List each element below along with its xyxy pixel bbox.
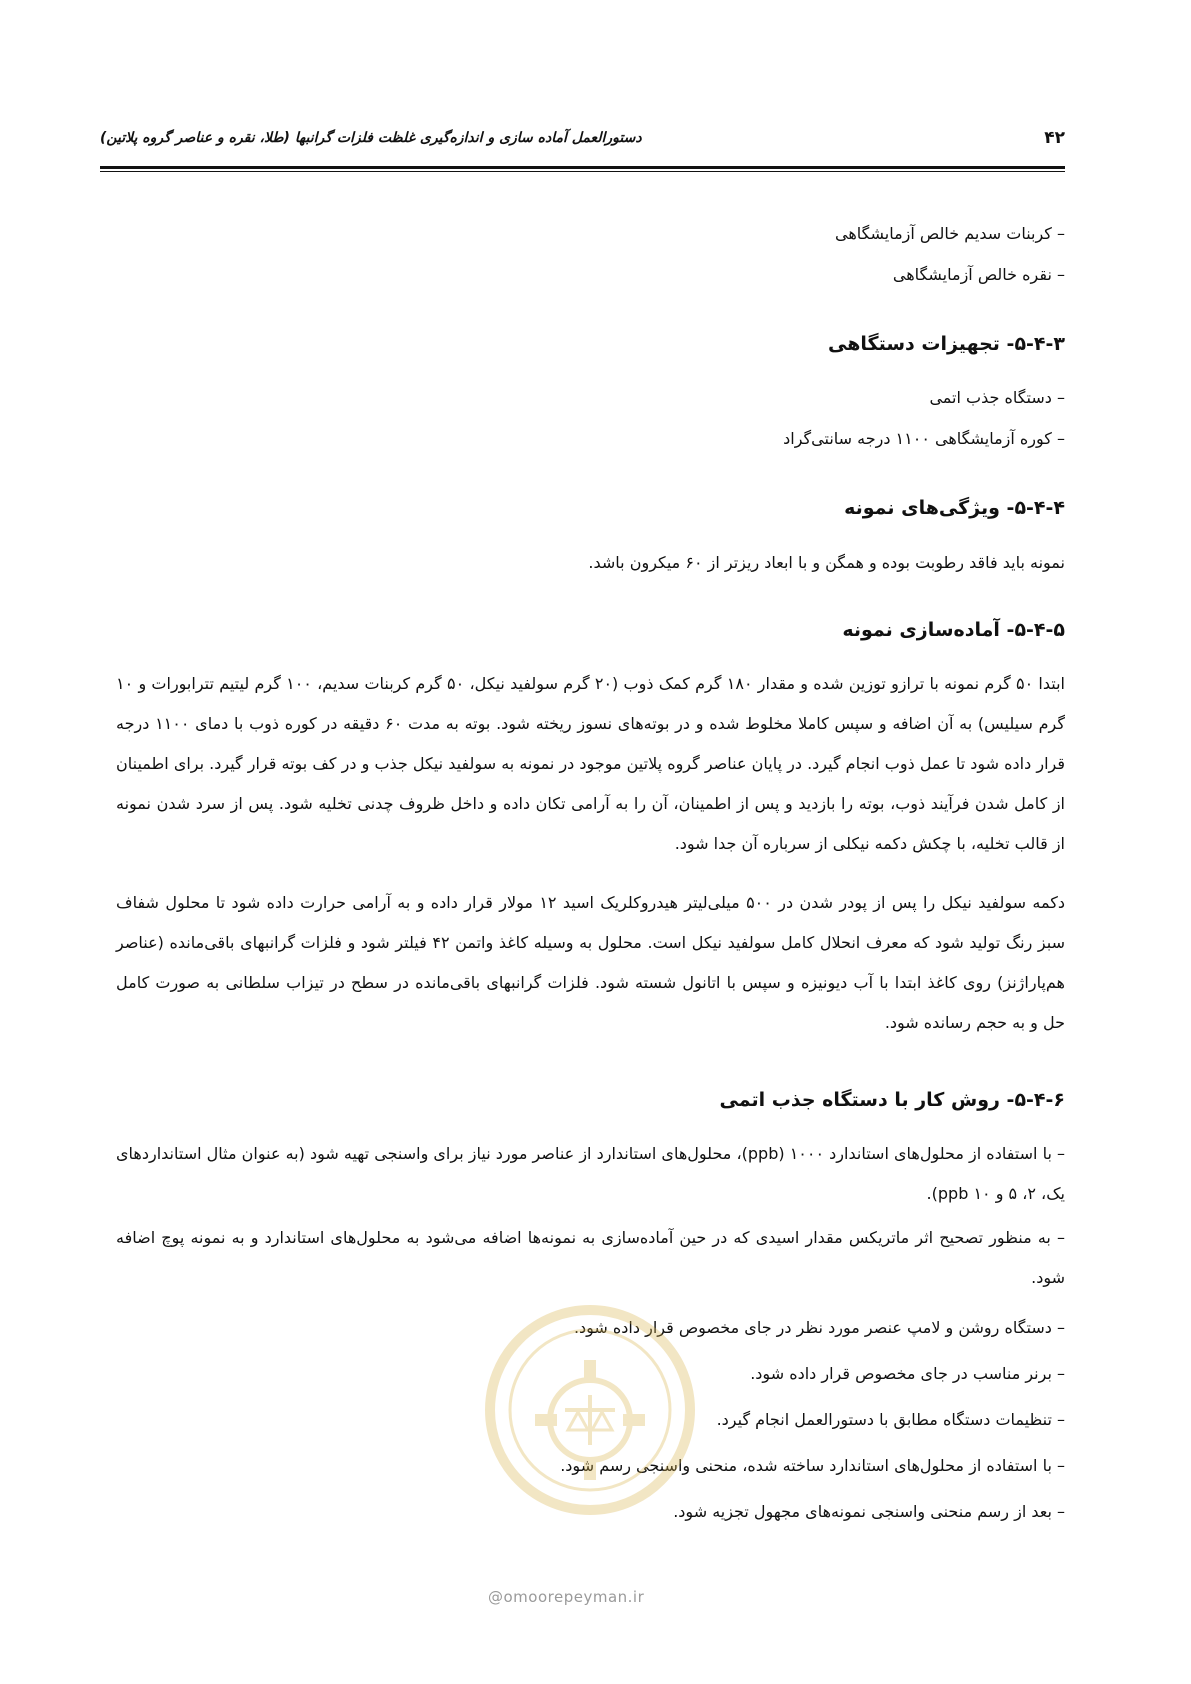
list-item: – بعد از رسم منحنی واسنجی نمونه‌های مجهول تجزیه شود. [673, 1502, 1065, 1521]
list-item: – برنر مناسب در جای مخصوص قرار داده شود. [750, 1364, 1065, 1383]
page-header [100, 128, 1065, 156]
paragraph: ابتدا ۵۰ گرم نمونه با ترازو توزین شده و مقدار ۱۸۰ گرم کمک ذوب (۲۰ گرم سولفید نیکل، ۵۰ گرم کربنات سدیم، ۱۰۰ گرم لیتیم تترابورات و ۱۰ گرم سیلیس) به آن اضافه و سپس کاملا مخلوط شده و در بوته‌های نسوز ریخته شود. بوته به مدت ۶۰ دقیقه در کوره ذوب با دمای ۱۱۰۰ درجه قرار داده شود تا عمل ذوب انجام گیرد. در پایان عناصر گروه پلاتین موجود در نمونه به سولفید نیکل جذب و در کف بوته قرار گیرد. برای اطمینان از کامل شدن فرآیند ذوب، بوته را بازدید و پس از اطمینان، آن را به آرامی تکان داده و داخل ظروف چدنی تخلیه شود. پس از سرد شدن نمونه از قالب تخلیه، با چکش دکمه نیکلی از سرباره آن جدا شود. [116, 674, 1065, 853]
page-number: ۴۲ [1044, 128, 1065, 148]
paragraph: دکمه سولفید نیکل را پس از پودر شدن در ۵۰۰ میلی‌لیتر هیدروکلریک اسید ۱۲ مولار قرار داده و به آرامی حرارت داده شود تا محلول شفاف سبز رنگ تولید شود که معرف انحلال کامل سولفید نیکل است. محلول به وسیله کاغذ واتمن ۴۲ فیلتر شود و فلزات گرانبهای باقی‌مانده (عناصر هم‌پاراژنز) روی کاغذ ابتدا با آب دیونیزه و سپس با اتانول شسته شود. فلزات گرانبهای باقی‌مانده در سطح در تیزاب سلطانی به صورت کامل حل و به حجم رسانده شود. [116, 893, 1066, 1032]
list-item: – کربنات سدیم خالص آزمایشگاهی [835, 224, 1065, 243]
header-rule-thin [100, 171, 1065, 172]
body-text: نمونه باید فاقد رطوبت بوده و همگن و با ابعاد ریزتر از ۶۰ میکرون باشد. [588, 553, 1065, 572]
list-item: – تنظیمات دستگاه مطابق با دستورالعمل انجام گیرد. [716, 1410, 1065, 1429]
section-heading: ۵-۴-۶- روش کار با دستگاه جذب اتمی [719, 1089, 1065, 1111]
watermark-seal-icon [480, 1300, 700, 1520]
paragraph: – به منظور تصحیح اثر ماتریکس مقدار اسیدی که در حین آماده‌سازی به نمونه‌ها اضافه می‌شود به محلول‌های استاندارد و به نمونه پوچ اضافه شود. [116, 1228, 1065, 1287]
list-item: – نقره خالص آزمایشگاهی [892, 265, 1065, 284]
list-item: – دستگاه جذب اتمی [929, 388, 1065, 407]
section-heading: ۵-۴-۵- آماده‌سازی نمونه [842, 619, 1065, 641]
section-heading: ۵-۴-۴- ویژگی‌های نمونه [844, 497, 1065, 519]
section-heading: ۵-۴-۳- تجهیزات دستگاهی [828, 333, 1065, 355]
running-title: دستورالعمل آماده سازی و اندازه‌گیری غلظت فلزات گرانبها (طلا، نقره و عناصر گروه پلاتین) [100, 130, 642, 146]
paragraph: – با استفاده از محلول‌های استاندارد ۱۰۰۰ (ppb)، محلول‌های استاندارد از عناصر مورد نیاز برای واسنجی تهیه شود (به عنوان مثال استانداردهای یک، ۲، ۵ و ۱۰ ppb). [116, 1144, 1066, 1203]
list-item: – کوره آزمایشگاهی ۱۱۰۰ درجه سانتی‌گراد [783, 429, 1065, 448]
header-rule-thick [100, 166, 1065, 169]
list-item: – با استفاده از محلول‌های استاندارد ساخته شده، منحنی واسنجی رسم شود. [560, 1456, 1065, 1475]
watermark-site-text: @omoorepeyman.ir [488, 1588, 645, 1606]
list-item: – دستگاه روشن و لامپ عنصر مورد نظر در جای مخصوص قرار داده شود. [573, 1318, 1065, 1337]
